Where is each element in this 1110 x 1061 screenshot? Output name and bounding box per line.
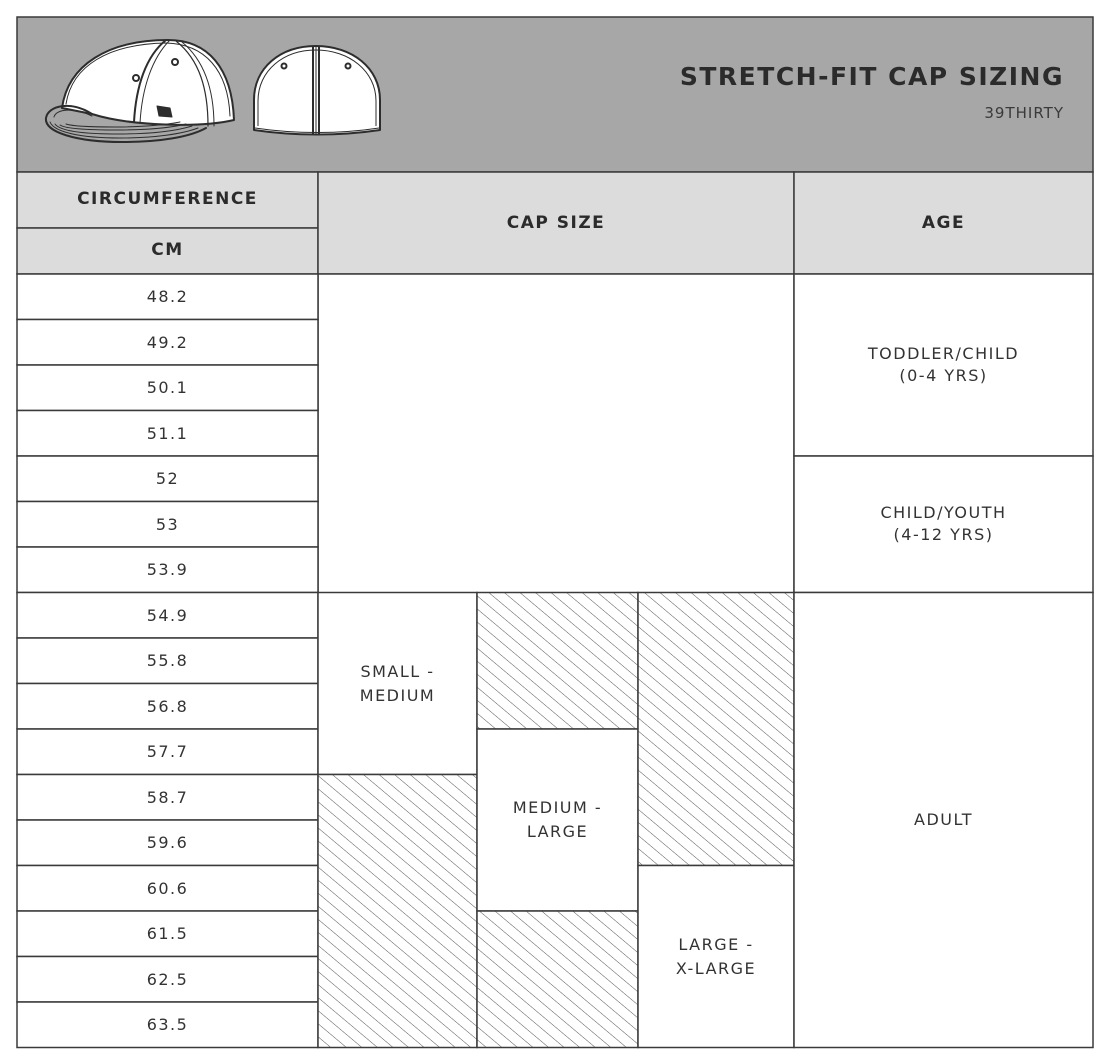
age-group-label: ADULT: [914, 810, 973, 829]
circumference-value: 53.9: [146, 560, 189, 580]
circumference-value: 62.5: [146, 969, 189, 989]
circumference-value: 51.1: [146, 423, 189, 443]
age-group-label: CHILD/YOUTH (4-12 YRS): [880, 503, 1007, 545]
circumference-value: 55.8: [146, 651, 189, 671]
cap-size-hatched-block: [318, 775, 477, 1048]
cap-size-header-label: CAP SIZE: [506, 213, 606, 233]
circumference-header-label: CIRCUMFERENCE: [77, 189, 258, 209]
circumference-value: 58.7: [146, 787, 189, 807]
circumference-value: 50.1: [146, 378, 189, 398]
circumference-value: 49.2: [146, 332, 189, 352]
circumference-value: 53: [155, 514, 180, 534]
circumference-value: 56.8: [146, 696, 189, 716]
circumference-value: 60.6: [146, 878, 189, 898]
circumference-value: 54.9: [146, 605, 189, 625]
cap-size-empty-block: [318, 274, 794, 593]
cap-size-hatched-block: [638, 593, 794, 866]
age-header-label: AGE: [921, 213, 966, 233]
circumference-value: 61.5: [146, 924, 189, 944]
cap-size-label: MEDIUM - LARGE: [512, 798, 603, 841]
cap-size-label: SMALL - MEDIUM: [359, 661, 436, 705]
circumference-value: 48.2: [146, 287, 189, 307]
circumference-value: 59.6: [146, 833, 189, 853]
circumference-value: 63.5: [146, 1015, 189, 1035]
cap-size-label: LARGE - X-LARGE: [675, 934, 757, 978]
cap-size-hatched-block: [477, 593, 638, 730]
chart-title: STRETCH-FIT CAP SIZING: [679, 62, 1064, 91]
age-group-label: TODDLER/CHILD (0-4 YRS): [867, 344, 1020, 385]
unit-header-label: CM: [151, 240, 184, 260]
chart-subtitle: 39THIRTY: [984, 104, 1064, 122]
circumference-value: 52: [155, 469, 180, 489]
circumference-value: 57.7: [146, 742, 189, 762]
cap-size-hatched-block: [477, 911, 638, 1048]
